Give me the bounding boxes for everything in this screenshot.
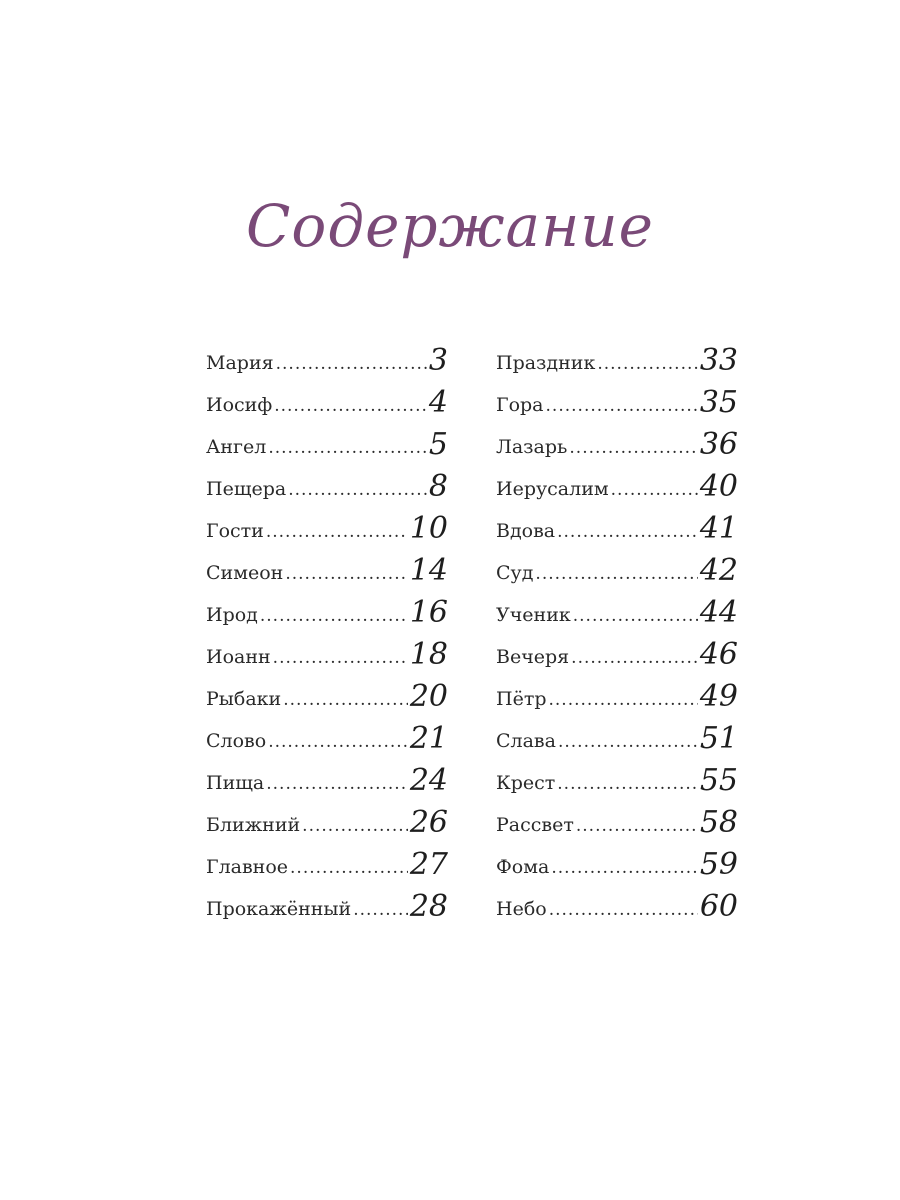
- toc-entry-page-number: 26: [409, 805, 448, 840]
- dot-leader: [283, 690, 408, 714]
- toc-entry-page-number: 4: [428, 385, 448, 420]
- toc-entry-title: Вечеря: [496, 646, 570, 668]
- toc-entry-title: Главное: [206, 856, 289, 878]
- dot-leader: [302, 816, 408, 840]
- toc-entry-title: Слово: [206, 730, 267, 752]
- toc-entry-page-number: 51: [699, 721, 738, 756]
- page-title: Содержание: [246, 192, 654, 260]
- toc-entry: [496, 798, 738, 840]
- toc-entry: [206, 546, 448, 588]
- toc-entry: [496, 756, 738, 798]
- toc-entry-title: Ученик: [496, 604, 571, 626]
- toc-entry-title: Ирод: [206, 604, 258, 626]
- dot-leader: [273, 648, 408, 672]
- dot-leader: [274, 396, 427, 420]
- toc-entry: [206, 336, 448, 378]
- toc-entry: [496, 588, 738, 630]
- toc-entry-title: Рассвет: [496, 814, 574, 836]
- toc-entry-title: Крест: [496, 772, 556, 794]
- dot-leader: [611, 480, 698, 504]
- toc-entry-title: Фома: [496, 856, 550, 878]
- toc-entry: [496, 714, 738, 756]
- dot-leader: [557, 774, 698, 798]
- toc-entry-title: Пещера: [206, 478, 287, 500]
- dot-leader: [557, 522, 698, 546]
- toc-entry: [496, 546, 738, 588]
- toc-entry: [206, 378, 448, 420]
- toc-entry: [206, 672, 448, 714]
- toc-entry: [206, 882, 448, 924]
- toc-entry: [206, 714, 448, 756]
- toc-entry: [496, 672, 738, 714]
- toc-entry-page-number: 36: [699, 427, 738, 462]
- toc-entry-page-number: 49: [699, 679, 738, 714]
- toc-entry: [206, 462, 448, 504]
- dot-leader: [268, 438, 427, 462]
- dot-leader: [353, 900, 408, 924]
- toc-entry-title: Симеон: [206, 562, 284, 584]
- toc-entry-page-number: 3: [428, 343, 448, 378]
- toc-entry-title: Иерусалим: [496, 478, 609, 500]
- toc-entry-page-number: 46: [699, 637, 738, 672]
- toc-entry-title: Слава: [496, 730, 556, 752]
- toc-entry: [206, 504, 448, 546]
- dot-leader: [266, 522, 408, 546]
- toc-entry-title: Иосиф: [206, 394, 273, 416]
- dot-leader: [576, 816, 698, 840]
- dot-leader: [266, 774, 408, 798]
- toc-entry-page-number: 5: [428, 427, 448, 462]
- dot-leader: [288, 480, 427, 504]
- toc-entry: [496, 420, 738, 462]
- toc-entry-page-number: 8: [428, 469, 448, 504]
- toc-entry-page-number: 10: [409, 511, 448, 546]
- toc-entry-page-number: 14: [409, 553, 448, 588]
- toc-column-right: [496, 336, 738, 924]
- toc-entry: [496, 882, 738, 924]
- toc-entry-title: Ангел: [206, 436, 267, 458]
- dot-leader: [535, 564, 697, 588]
- toc-entry-page-number: 16: [409, 595, 448, 630]
- dot-leader: [260, 606, 408, 630]
- dot-leader: [558, 732, 698, 756]
- toc-entry-page-number: 42: [699, 553, 738, 588]
- toc-entry: [206, 840, 448, 882]
- toc-entry-title: Ближний: [206, 814, 301, 836]
- toc-entry-page-number: 21: [409, 721, 448, 756]
- dot-leader: [551, 858, 697, 882]
- toc-entry-page-number: 58: [699, 805, 738, 840]
- toc-entry-page-number: 18: [409, 637, 448, 672]
- dot-leader: [285, 564, 407, 588]
- toc-entry: [206, 420, 448, 462]
- toc-entry-page-number: 27: [409, 847, 448, 882]
- toc-entry-title: Гости: [206, 520, 264, 542]
- toc-entry: [496, 462, 738, 504]
- toc-entry-title: Рыбаки: [206, 688, 282, 710]
- toc-entry: [206, 630, 448, 672]
- toc-entry-title: Пётр: [496, 688, 547, 710]
- dot-leader: [276, 354, 427, 378]
- toc-entry-page-number: 44: [699, 595, 738, 630]
- toc-entry-title: Вдова: [496, 520, 556, 542]
- toc-entry-title: Небо: [496, 898, 547, 920]
- toc-entry: [206, 756, 448, 798]
- dot-leader: [268, 732, 408, 756]
- dot-leader: [573, 606, 698, 630]
- dot-leader: [569, 438, 697, 462]
- toc-entry-title: Суд: [496, 562, 534, 584]
- toc-entry: [496, 378, 738, 420]
- toc-entry: [496, 336, 738, 378]
- dot-leader: [546, 396, 698, 420]
- dot-leader: [290, 858, 408, 882]
- toc-entry-page-number: 24: [409, 763, 448, 798]
- toc-entry: [206, 798, 448, 840]
- toc-entry-page-number: 33: [699, 343, 738, 378]
- dot-leader: [571, 648, 698, 672]
- toc-entry-page-number: 59: [699, 847, 738, 882]
- toc-entry: [206, 588, 448, 630]
- toc-column-left: [206, 336, 448, 924]
- toc-entry-title: Мария: [206, 352, 274, 374]
- toc-entry-title: Лазарь: [496, 436, 568, 458]
- dot-leader: [549, 690, 698, 714]
- toc-entry-page-number: 41: [699, 511, 738, 546]
- toc-entry-page-number: 60: [699, 889, 738, 924]
- toc-entry-page-number: 20: [409, 679, 448, 714]
- toc-entry-title: Праздник: [496, 352, 596, 374]
- toc-entry-title: Гора: [496, 394, 544, 416]
- toc-entry-page-number: 55: [699, 763, 738, 798]
- toc-entry-title: Иоанн: [206, 646, 271, 668]
- toc-entry-page-number: 40: [699, 469, 738, 504]
- dot-leader: [549, 900, 698, 924]
- toc-entry: [496, 504, 738, 546]
- toc-entry-page-number: 28: [409, 889, 448, 924]
- toc-entry: [496, 840, 738, 882]
- toc-entry-title: Прокажённый: [206, 898, 352, 920]
- toc-entry-page-number: 35: [699, 385, 738, 420]
- dot-leader: [597, 354, 697, 378]
- toc-entry: [496, 630, 738, 672]
- toc-entry-title: Пища: [206, 772, 265, 794]
